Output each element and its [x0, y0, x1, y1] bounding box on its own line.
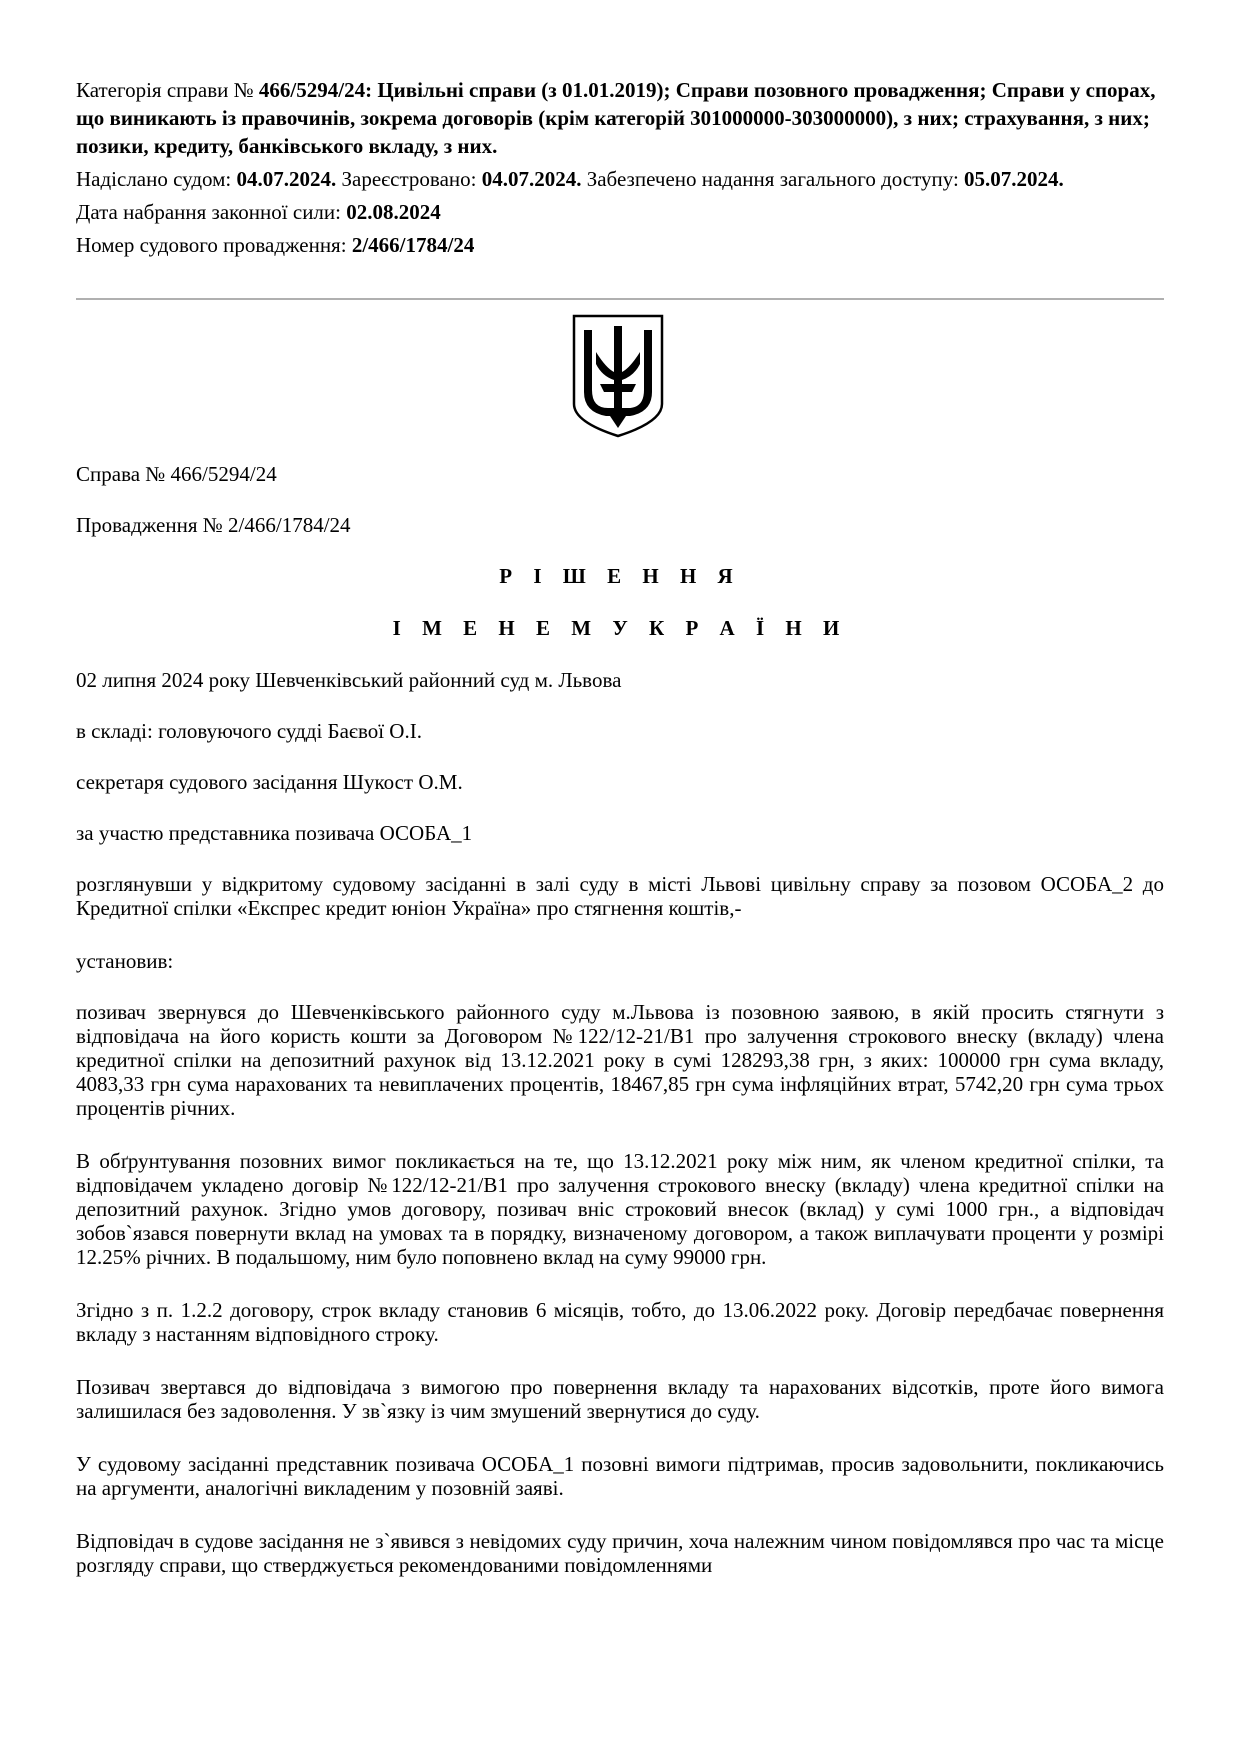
proceeding-line: Провадження № 2/466/1784/24 — [76, 513, 351, 537]
registered-date: 04.07.2024. — [481, 167, 582, 191]
case-metadata — [76, 76, 1166, 259]
body-paragraph: Згідно з п. 1.2.2 договору, строк вкладу становив 6 місяців, тобто, до 13.06.2022 року. Договір передбачає повернення вкладу з настанням відповідного строку. — [76, 1298, 1164, 1346]
decision-subtitle: І М Е Н Е М У К Р А Ї Н И — [392, 616, 848, 640]
sent-date: 04.07.2024. — [236, 167, 337, 191]
effective-date-line — [76, 198, 1166, 226]
court-line: 02 липня 2024 року Шевченківський районний суд м. Львова — [76, 668, 622, 692]
representative-line: за участю представника позивача ОСОБА_1 — [76, 821, 473, 845]
decision-title: Р І Ш Е Н Н Я — [499, 564, 741, 588]
case-dates — [76, 165, 1166, 193]
effective-date: 02.08.2024 — [346, 200, 441, 224]
sent-label: Надіслано судом: — [76, 167, 237, 191]
body-paragraph: Відповідач в судове засідання не з`явився з невідомих суду причин, хоча належним чином повідомлявся про час та місце розгляду справи, що стверджується рекомендованими повідомленнями — [76, 1529, 1164, 1577]
decision-body — [76, 462, 1164, 1606]
judge-line: в складі: головуючого судді Баєвої О.І. — [76, 719, 422, 743]
case-number: Справа № 466/5294/24 — [76, 462, 277, 486]
proceeding-number: 2/466/1784/24 — [351, 233, 475, 257]
secretary-line: секретаря судового засідання Шукост О.М. — [76, 770, 463, 794]
considered-paragraph: розглянувши у відкритому судовому засіданні в залі суду в місті Львові цивільну справу за позовом ОСОБА_2 до Кредитної спілки «Експрес кредит юніон Україна» про стягнення коштів,- — [76, 872, 1164, 920]
access-date: 05.07.2024. — [964, 167, 1064, 191]
established-label: установив: — [76, 949, 174, 973]
registered-label: Зареєстровано: — [336, 167, 482, 191]
category-label: Категорія справи № — [76, 78, 259, 102]
access-label: Забезпечено надання загального доступу: — [581, 167, 965, 191]
body-paragraph: У судовому засіданні представник позивача ОСОБА_1 позовні вимоги підтримав, просив задовольнити, покликаючись на аргументи, аналогічні викладеним у позовній заяві. — [76, 1452, 1164, 1500]
body-paragraph: Позивач звертався до відповідача з вимогою про повернення вкладу та нарахованих відсотків, проте його вимога залишилася без задоволення. У зв`язку із чим змушений звернутися до суду. — [76, 1375, 1164, 1423]
body-paragraph: позивач звернувся до Шевченківського районного суду м.Львова із позовною заявою, в якій просить стягнути з відповідача на його користь кошти за Договором №122/12-21/В1 про залучення строкового внеску (вкладу) члена кредитної спілки на депозитний рахунок від 13.12.2021 року в сумі 128293,38 грн, з яких: 100000 грн сума вкладу, 4083,33 грн сума нарахованих та невиплачених процентів, 18467,85 грн сума інфляційних втрат, 5742,20 грн сума трьох процентів річних. — [76, 1000, 1164, 1120]
proceeding-number-line — [76, 231, 1166, 259]
proceeding-label: Номер судового провадження: — [76, 233, 352, 257]
body-paragraph: В обґрунтування позовних вимог покликається на те, що 13.12.2021 року між ним, як членом кредитної спілки, та відповідачем укладено договір №122/12-21/В1 про залучення строкового внеску (вкладу) члена кредитної спілки на депозитний рахунок. Згідно умов договору, позивач вніс строковий внесок (вклад) у сумі 1000 грн., а відповідач зобов`язався повернути вклад на умовах та в порядку, визначеному договором, а також виплачувати проценти у розмірі 12.25% річних. В подальшому, ним було поповнено вклад на суму 99000 грн. — [76, 1149, 1164, 1269]
effective-label: Дата набрання законної сили: — [76, 200, 347, 224]
category-value: 466/5294/24: Цивільні справи (з 01.01.2019); Справи позовного провадження; Справи у спорах, що виникають із правочинів, зокрема договорів (крім категорій 301000000-303000000), з них; страхування, з них; позики, кредиту, банківського вкладу, з них. — [76, 78, 1156, 158]
header-divider — [76, 298, 1164, 300]
coat-of-arms-icon — [570, 312, 666, 440]
case-category — [76, 76, 1166, 160]
